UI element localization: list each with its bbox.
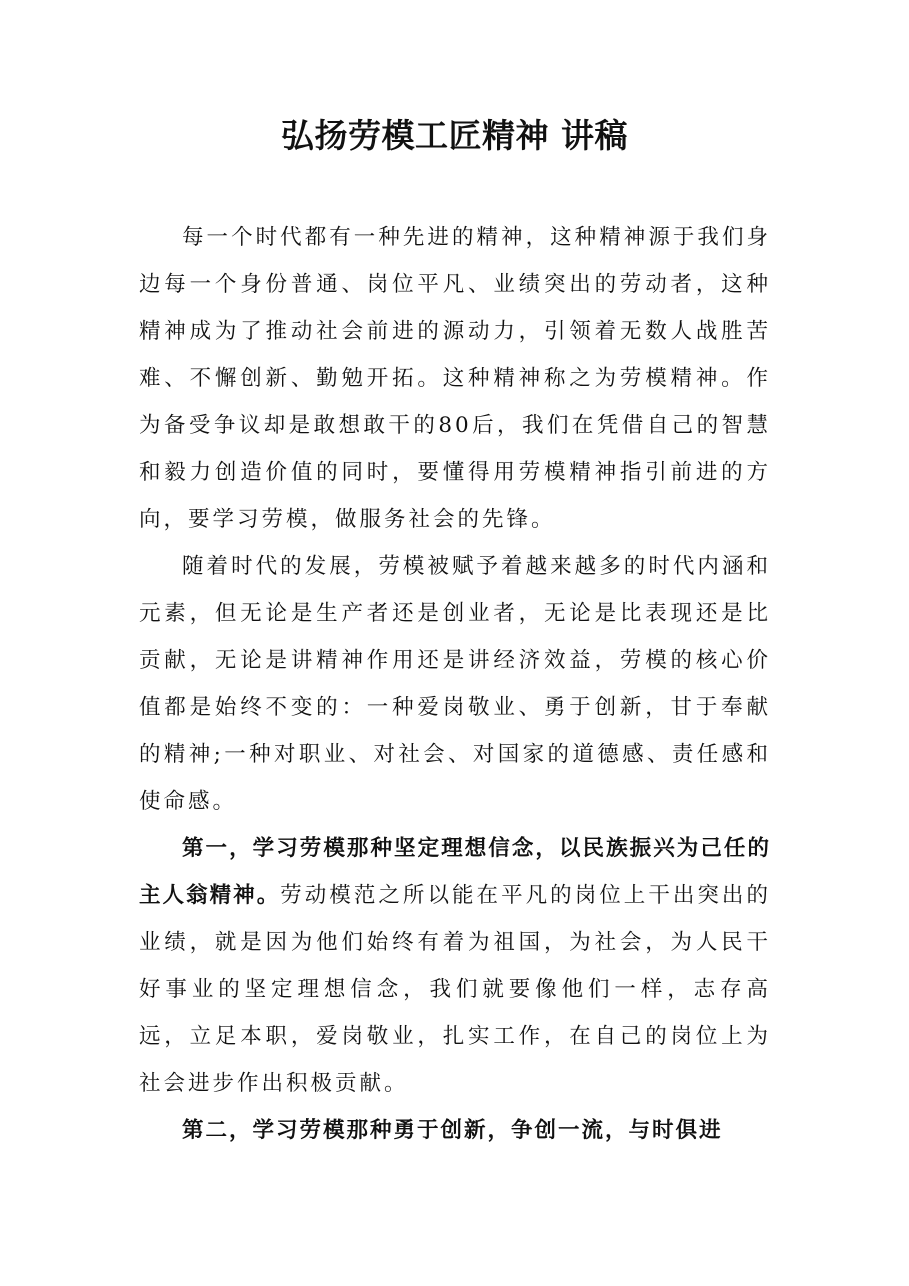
paragraph-text: 随着时代的发展，劳模被赋予着越来越多的时代内涵和元素，但无论是生产者还是创业者，无论是比表现还是比贡献，无论是讲精神作用还是讲经济效益，劳模的核心价值都是始终不变的：一种爱岗敬业、勇于创新，甘于奉献的精神;一种对职业、对社会、对国家的道德感、责任感和使命感。 [139, 554, 771, 814]
paragraph-lead: 第二，学习劳模那种勇于创新，争创一流，与时俱进 [182, 1118, 723, 1143]
paragraph-core-values [139, 543, 771, 825]
paragraph-point-two [139, 1107, 771, 1154]
paragraph-text: 劳动模范之所以能在平凡的岗位上干出突出的业绩，就是因为他们始终有着为祖国，为社会，为人民干好事业的坚定理想信念，我们就要像他们一样，志存高远，立足本职，爱岗敬业，扎实工作，在自己的岗位上为社会进步作出积极贡献。 [139, 883, 771, 1096]
document-body [139, 214, 771, 1154]
paragraph-intro [139, 214, 771, 543]
paragraph-text: 每一个时代都有一种先进的精神，这种精神源于我们身边每一个身份普通、岗位平凡、业绩突出的劳动者，这种精神成为了推动社会前进的源动力，引领着无数人战胜苦难、不懈创新、勤勉开拓。这种精神称之为劳模精神。作为备受争议却是敢想敢干的80后，我们在凭借自己的智慧和毅力创造价值的同时，要懂得用劳模精神指引前进的方向，要学习劳模，做服务社会的先锋。 [139, 225, 771, 532]
document-title: 弘扬劳模工匠精神 讲稿 [281, 116, 628, 155]
paragraph-lead: 第一，学习劳模那种坚定理想信念，以民族振兴为己任的主人翁精神。 [139, 836, 771, 908]
paragraph-point-one [139, 825, 771, 1107]
